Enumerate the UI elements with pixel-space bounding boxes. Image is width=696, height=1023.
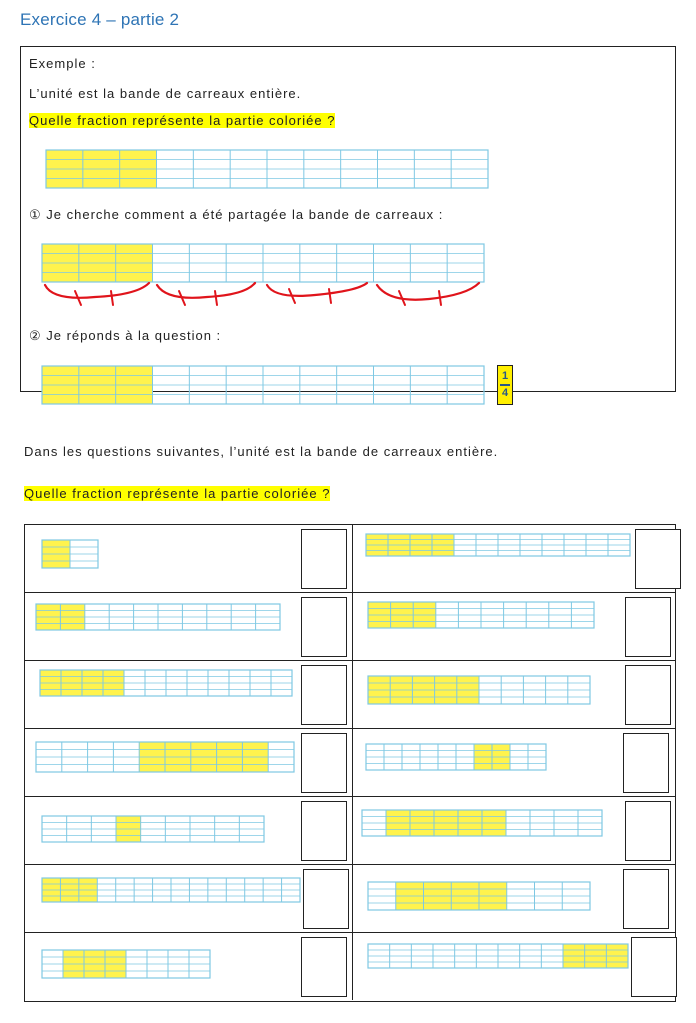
exercise-strip [41, 949, 211, 979]
exercise-strip [367, 601, 595, 629]
square-strip [35, 741, 295, 773]
square-strip [361, 809, 603, 837]
answer-box[interactable] [623, 733, 669, 793]
answer-box[interactable] [631, 937, 677, 997]
exercise-strip [367, 675, 591, 705]
square-strip [41, 949, 211, 979]
exercise-strip [41, 815, 265, 843]
answer-box[interactable] [301, 529, 347, 589]
example-question: Quelle fraction représente la partie coloriée ? [29, 113, 336, 128]
fraction-numerator: 1 [501, 370, 509, 383]
exercise-cell [353, 729, 675, 797]
square-strip [367, 601, 595, 629]
example-strip-1 [45, 149, 489, 189]
answer-box[interactable] [303, 869, 349, 929]
square-strip [367, 943, 629, 969]
exercise-cell [353, 865, 675, 933]
square-strip [39, 669, 293, 697]
fraction-denominator: 4 [501, 386, 509, 399]
square-strip [45, 149, 489, 189]
exercise-cell [25, 865, 353, 933]
answer-box[interactable] [301, 665, 347, 725]
exercise-strip [367, 881, 591, 911]
exercise-cell [25, 661, 353, 729]
instructions: Dans les questions suivantes, l’unité est la bande de carreaux entière. [24, 444, 499, 459]
answer-box[interactable] [625, 597, 671, 657]
answer-box[interactable] [623, 869, 669, 929]
exercise-cell [353, 593, 675, 661]
exercise-cell [25, 797, 353, 865]
exercise-strip [35, 741, 295, 773]
exercise-strip [367, 943, 629, 969]
exercise-cell [353, 797, 675, 865]
answer-box[interactable] [635, 529, 681, 589]
exercise-cell [353, 661, 675, 729]
example-unit-sentence: L’unité est la bande de carreaux entière. [29, 86, 302, 101]
exercise-cell [25, 525, 353, 593]
square-strip [365, 533, 631, 557]
exercise-strip [41, 539, 99, 569]
square-strip [41, 815, 265, 843]
exercise-strip [361, 809, 603, 837]
example-box [20, 46, 676, 399]
answer-box[interactable] [301, 597, 347, 657]
exercise-strip [39, 669, 293, 697]
square-strip [41, 365, 485, 405]
fraction-bar [500, 384, 510, 386]
square-strip [41, 243, 485, 283]
example-label: Exemple : [29, 56, 96, 71]
square-strip [367, 881, 591, 911]
answer-box[interactable] [625, 665, 671, 725]
example-step1: ① Je cherche comment a été partagée la bande de carreaux : [29, 207, 444, 222]
exercise-cell [353, 933, 675, 1000]
square-strip [367, 675, 591, 705]
square-strip [41, 877, 301, 903]
answer-box[interactable] [301, 937, 347, 997]
question: Quelle fraction représente la partie coloriée ? [24, 486, 331, 501]
exercise-strip [365, 743, 547, 771]
answer-box[interactable] [301, 801, 347, 861]
exercise-strip [365, 533, 631, 557]
exercise-strip [35, 603, 281, 631]
example-strip-3 [41, 365, 485, 405]
exercise-strip [41, 877, 301, 903]
answer-box[interactable] [301, 733, 347, 793]
page-title: Exercice 4 – partie 2 [20, 10, 180, 29]
answer-box[interactable] [625, 801, 671, 861]
square-strip [35, 603, 281, 631]
partition-braces [39, 281, 487, 315]
square-strip [365, 743, 547, 771]
exercise-cell [353, 525, 675, 593]
example-answer-fraction [497, 365, 513, 405]
exercise-cell [25, 729, 353, 797]
exercise-grid [24, 524, 676, 1002]
example-step2: ② Je réponds à la question : [29, 328, 222, 343]
example-strip-2 [41, 243, 485, 283]
exercise-cell [25, 593, 353, 661]
exercise-cell [25, 933, 353, 1000]
square-strip [41, 539, 99, 569]
